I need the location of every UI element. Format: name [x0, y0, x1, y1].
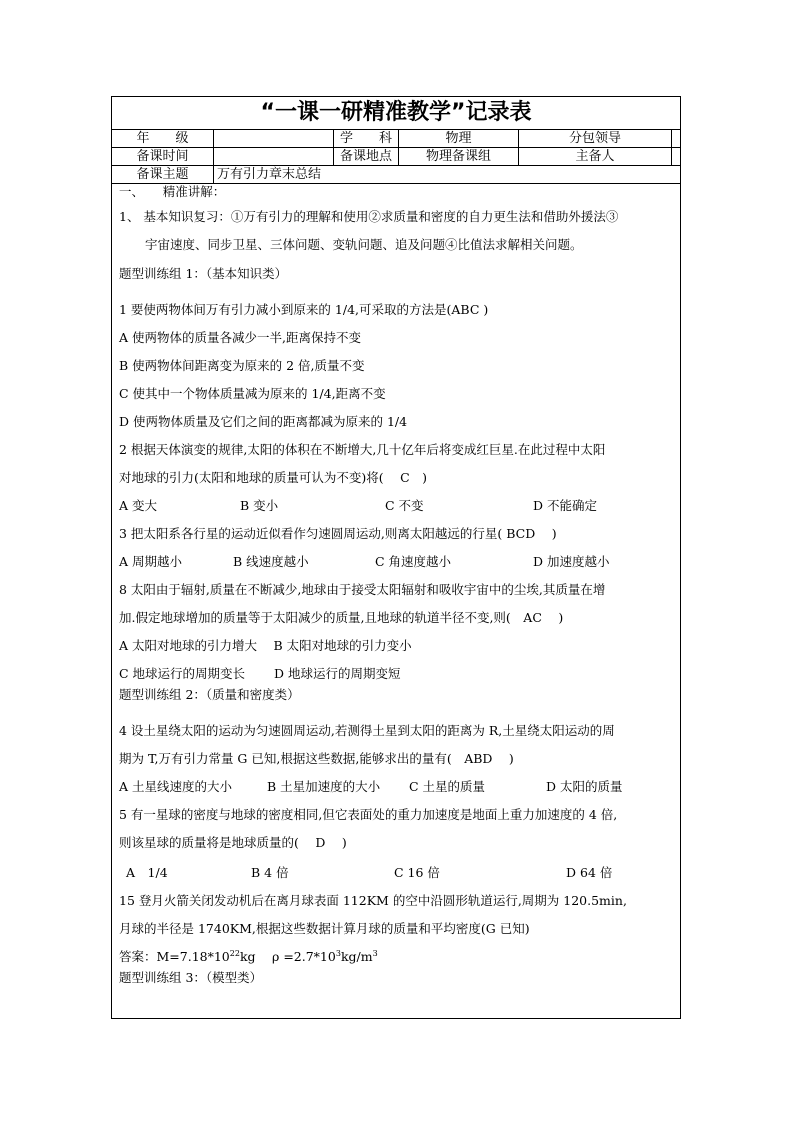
record-sheet: [111, 96, 681, 1019]
page-title: “一课一研精准教学”记录表: [260, 100, 532, 125]
question-5-line2: 则该星球的质量将是地球质量的( D ): [119, 835, 347, 850]
question-1-option-d: D 使两物体质量及它们之间的距离都减为原来的 1/4: [119, 414, 408, 429]
question-1-option-a: A 使两物体的质量各减少一半,距离保持不变: [119, 330, 361, 345]
main-preparer-label: 主备人: [519, 148, 672, 166]
question-3-option-d: D 加速度越小: [533, 554, 610, 569]
answer-prefix: 答案：M=7.18*10: [119, 949, 230, 964]
question-3: 3 把太阳系各行星的运动近似看作匀速圆周运动,则离太阳越远的行星( BCD ): [119, 526, 557, 541]
question-1: 1 要使两物体间万有引力减小到原来的 1/4,可采取的方法是(ABC ): [119, 302, 489, 317]
answer-middle: kg ρ =2.7*10: [239, 949, 336, 964]
answer-exponent-1: 22: [229, 948, 240, 958]
time-value: [214, 148, 334, 166]
question-8-options-cd: C 地球运行的周期变长 D 地球运行的周期变短: [119, 666, 401, 681]
section-heading: 一、 精准讲解：: [119, 184, 226, 199]
knowledge-review-line2: 宇宙速度、同步卫星、三体问题、变轨问题、追及问题④比值法求解相关问题。: [145, 237, 583, 252]
question-4-option-d: D 太阳的质量: [546, 779, 623, 794]
question-3-option-c: C 角速度越小: [375, 554, 452, 569]
question-2-option-d: D 不能确定: [533, 498, 597, 513]
topic-label: 备课主题: [112, 166, 214, 184]
time-label: 备课时间: [112, 148, 214, 166]
place-value: 物理备课组: [399, 148, 519, 166]
grade-label: 年 级: [112, 130, 214, 148]
question-2-line1: 2 根据天体演变的规律,太阳的体积在不断增大,几十亿年后将变成红巨星.在此过程中太阳: [119, 442, 606, 457]
question-8-options-ab: A 太阳对地球的引力增大 B 太阳对地球的引力变小: [119, 638, 412, 653]
group3-heading: 题型训练组 3：（模型类）: [119, 970, 263, 985]
knowledge-review-line1: 1、 基本知识复习：①万有引力的理解和使用②求质量和密度的自力更生法和借助外援法③: [119, 209, 619, 224]
answer-exponent-2: 3: [335, 948, 341, 958]
question-4-option-a: A 土星线速度的大小: [119, 779, 233, 794]
grade-value: [214, 130, 334, 148]
question-2-option-a: A 变大: [119, 498, 158, 513]
place-label: 备课地点: [334, 148, 399, 166]
question-15-line2: 月球的半径是 1740KM,根据这些数据计算月球的质量和平均密度(G 已知): [119, 921, 530, 936]
answer-exponent-3: 3: [372, 948, 378, 958]
main-preparer-value: [672, 148, 681, 166]
header-table: [111, 129, 681, 184]
question-5-option-a: A 1/4: [126, 865, 168, 880]
question-4-line2: 期为 T,万有引力常量 G 已知,根据这些数据,能够求出的量有( ABD ): [119, 751, 514, 766]
question-4-option-c: C 土星的质量: [409, 779, 486, 794]
question-15-line1: 15 登月火箭关闭发动机后在离月球表面 112KM 的空中沿圆形轨道运行,周期为 120.5min,: [119, 893, 627, 908]
leader-label: 分包领导: [519, 130, 672, 148]
question-1-option-c: C 使其中一个物体质量减为原来的 1/4,距离不变: [119, 386, 386, 401]
question-3-option-b: B 线速度越小: [233, 554, 309, 569]
group1-heading: 题型训练组 1：（基本知识类）: [119, 266, 288, 281]
question-8-line1: 8 太阳由于辐射,质量在不断减少,地球由于接受太阳辐射和吸收宇宙中的尘埃,其质量在增: [119, 582, 606, 597]
question-8-line2: 加.假定地球增加的质量等于太阳减少的质量,且地球的轨道半径不变,则( AC ): [119, 610, 564, 625]
answer-line: [119, 947, 378, 965]
question-5-option-b: B 4 倍: [251, 865, 289, 880]
question-2-option-c: C 不变: [385, 498, 424, 513]
subject-label: 学 科: [334, 130, 399, 148]
subject-value: 物理: [399, 130, 519, 148]
question-5-line1: 5 有一星球的密度与地球的密度相同,但它表面处的重力加速度是地面上重力加速度的 4 倍,: [119, 807, 618, 822]
question-4-line1: 4 设土星绕太阳的运动为匀速圆周运动,若测得土星到太阳的距离为 R,土星绕太阳运动的周: [119, 723, 615, 738]
topic-value: 万有引力章末总结: [214, 166, 681, 184]
question-2-option-b: B 变小: [240, 498, 279, 513]
question-5-option-c: C 16 倍: [394, 865, 440, 880]
answer-unit: kg/m: [340, 949, 373, 964]
leader-value: [672, 130, 681, 148]
group2-heading: 题型训练组 2：（质量和密度类）: [119, 687, 300, 702]
question-3-option-a: A 周期越小: [119, 554, 183, 569]
question-4-option-b: B 土星加速度的大小: [267, 779, 381, 794]
question-5-option-d: D 64 倍: [566, 865, 613, 880]
question-1-option-b: B 使两物体间距离变为原来的 2 倍,质量不变: [119, 358, 365, 373]
question-2-line2: 对地球的引力(太阳和地球的质量可认为不变)将( C ): [119, 470, 428, 485]
